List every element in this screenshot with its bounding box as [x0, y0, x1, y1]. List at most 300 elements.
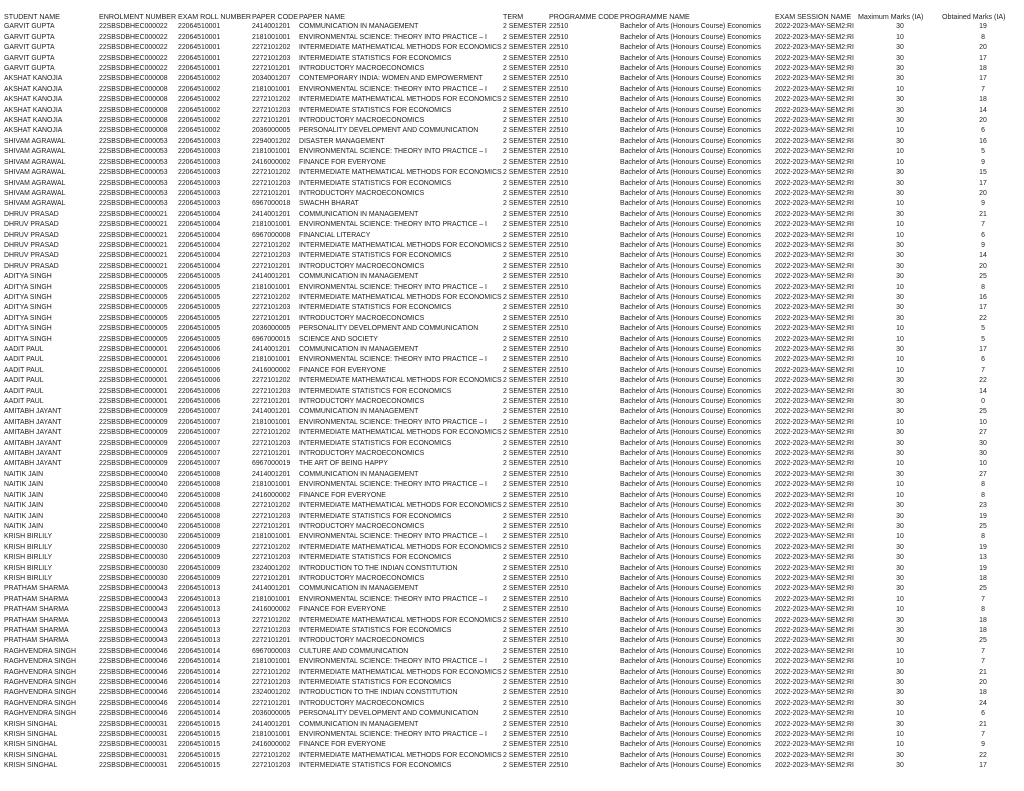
maximum-marks-cell: 30 [896, 429, 904, 437]
term-cell: 2 SEMESTER [503, 117, 547, 125]
obtained-marks-cell: 18 [979, 689, 987, 697]
term-cell: 2 SEMESTER [503, 33, 547, 41]
programme-name-cell: Bachelor of Arts (Honours Course) Economics [620, 106, 761, 114]
term-cell: 2 SEMESTER [503, 543, 547, 551]
exam-roll-number-cell: 22064510005 [178, 314, 221, 322]
student-name-cell: KRISH SINGHAL [4, 731, 58, 739]
obtained-marks-cell: 8 [981, 481, 985, 489]
exam-session-cell: 2022-2023-MAY-SEM2:RI [775, 720, 854, 728]
programme-name-cell: Bachelor of Arts (Honours Course) Economics [620, 554, 761, 562]
paper-name-cell: INTRODUCTORY MACROECONOMICS [299, 574, 425, 582]
enrolment-number-cell: 22SBSDBHEC000009 [99, 450, 168, 458]
exam-session-cell: 2022-2023-MAY-SEM2:RI [775, 522, 854, 530]
paper-code-cell: 2272101203 [252, 679, 291, 686]
paper-name-cell: INTERMEDIATE MATHEMATICAL METHODS FOR ECONOMICS [299, 429, 502, 437]
enrolment-number-cell: 22SBSDBHEC000001 [99, 377, 168, 385]
enrolment-number-cell: 22SBSDBHEC000009 [99, 439, 168, 447]
exam-roll-number-cell: 22064510003 [178, 189, 221, 197]
paper-code-cell: 2036000005 [252, 710, 291, 718]
paper-code-cell: 2414001201 [252, 470, 291, 478]
student-name-cell: ADITYA SINGH [4, 283, 52, 291]
table-row [0, 459, 1024, 469]
maximum-marks-cell: 10 [896, 221, 904, 229]
enrolment-number-cell: 22SBSDBHEC000022 [99, 54, 168, 62]
term-cell: 2 SEMESTER [503, 418, 547, 426]
maximum-marks-cell: 10 [896, 33, 904, 41]
paper-name-cell: COMMUNICATION IN MANAGEMENT [299, 585, 419, 593]
term-cell: 2 SEMESTER [503, 241, 547, 249]
exam-session-cell: 2022-2023-MAY-SEM2:RI [775, 439, 854, 447]
student-name-cell: KRISH BIRLILY [4, 564, 53, 572]
programme-name-cell: Bachelor of Arts (Honours Course) Economics [620, 720, 761, 728]
maximum-marks-cell: 30 [896, 117, 904, 125]
exam-session-cell: 2022-2023-MAY-SEM2:RI [775, 137, 854, 145]
obtained-marks-cell: 8 [981, 33, 985, 41]
programme-code-cell: 22510 [549, 699, 569, 707]
exam-session-cell: 2022-2023-MAY-SEM2:RI [775, 668, 854, 676]
programme-name-cell: Bachelor of Arts (Honours Course) Economics [620, 637, 761, 645]
term-cell: 2 SEMESTER [503, 158, 547, 166]
table-row [0, 688, 1024, 698]
maximum-marks-cell: 10 [896, 710, 904, 718]
maximum-marks-cell: 30 [896, 387, 904, 395]
exam-roll-number-cell: 22064510013 [178, 616, 221, 624]
programme-name-cell: Bachelor of Arts (Honours Course) Economics [620, 439, 761, 447]
student-name-cell: DHRUV PRASAD [4, 262, 59, 270]
obtained-marks-cell: 20 [979, 679, 987, 686]
paper-code-cell: 2272101201 [252, 189, 291, 197]
obtained-marks-cell: 14 [979, 106, 987, 114]
exam-session-cell: 2022-2023-MAY-SEM2:RI [775, 408, 854, 416]
paper-code-cell: 2034001207 [252, 75, 291, 83]
enrolment-number-cell: 22SBSDBHEC000009 [99, 418, 168, 426]
table-row [0, 324, 1024, 334]
exam-roll-number-cell: 22064510015 [178, 762, 221, 770]
student-name-cell: DHRUV PRASAD [4, 241, 59, 249]
exam-roll-number-cell: 22064510007 [178, 429, 221, 437]
maximum-marks-cell: 30 [896, 210, 904, 218]
paper-name-cell: INTERMEDIATE STATISTICS FOR ECONOMICS [299, 54, 452, 62]
col-header-obtained-marks: Obtained Marks (IA) [942, 13, 1006, 21]
table-row [0, 720, 1024, 730]
student-name-cell: AADIT PAUL [4, 346, 44, 353]
table-row [0, 512, 1024, 522]
paper-code-cell: 2181001001 [252, 148, 291, 156]
table-row [0, 179, 1024, 189]
table-row [0, 397, 1024, 407]
programme-code-cell: 22510 [549, 710, 569, 718]
maximum-marks-cell: 30 [896, 75, 904, 83]
student-name-cell: AKSHAT KANOJIA [4, 117, 63, 125]
obtained-marks-cell: 25 [979, 273, 987, 281]
term-cell: 2 SEMESTER [503, 189, 547, 197]
student-name-cell: AADIT PAUL [4, 377, 44, 385]
obtained-marks-cell: 19 [979, 512, 987, 520]
paper-name-cell: INTERMEDIATE MATHEMATICAL METHODS FOR ECONOMICS [299, 96, 502, 104]
maximum-marks-cell: 30 [896, 408, 904, 416]
paper-code-cell: 2416000002 [252, 606, 291, 614]
term-cell: 2 SEMESTER [503, 512, 547, 520]
student-name-cell: DHRUV PRASAD [4, 252, 59, 260]
programme-name-cell: Bachelor of Arts (Honours Course) Economics [620, 450, 761, 458]
table-row [0, 761, 1024, 771]
obtained-marks-cell: 17 [979, 75, 987, 83]
term-cell: 2 SEMESTER [503, 44, 547, 52]
paper-code-cell: 2272101202 [252, 429, 291, 437]
student-name-cell: RAGHVENDRA SINGH [4, 658, 76, 666]
exam-session-cell: 2022-2023-MAY-SEM2:RI [775, 231, 854, 239]
maximum-marks-cell: 30 [896, 241, 904, 249]
table-row [0, 54, 1024, 64]
programme-name-cell: Bachelor of Arts (Honours Course) Economics [620, 293, 761, 301]
programme-name-cell: Bachelor of Arts (Honours Course) Economics [620, 564, 761, 572]
paper-name-cell: ENVIRONMENTAL SCIENCE: THEORY INTO PRACTICE – I [299, 221, 487, 229]
exam-roll-number-cell: 22064510009 [178, 543, 221, 551]
obtained-marks-cell: 18 [979, 616, 987, 624]
exam-roll-number-cell: 22064510003 [178, 179, 221, 187]
maximum-marks-cell: 10 [896, 460, 904, 468]
term-cell: 2 SEMESTER [503, 366, 547, 374]
student-name-cell: GARVIT GUPTA [4, 44, 55, 52]
exam-session-cell: 2022-2023-MAY-SEM2:RI [775, 221, 854, 229]
exam-roll-number-cell: 22064510015 [178, 720, 221, 728]
exam-session-cell: 2022-2023-MAY-SEM2:RI [775, 616, 854, 624]
programme-name-cell: Bachelor of Arts (Honours Course) Economics [620, 314, 761, 322]
term-cell: 2 SEMESTER [503, 179, 547, 187]
student-name-cell: PRATHAM SHARMA [4, 616, 69, 624]
exam-session-cell: 2022-2023-MAY-SEM2:RI [775, 741, 854, 749]
enrolment-number-cell: 22SBSDBHEC000005 [99, 314, 168, 322]
student-name-cell: AMITABH JAYANT [4, 418, 62, 426]
paper-name-cell: INTRODUCTORY MACROECONOMICS [299, 189, 425, 197]
col-header-student-name: STUDENT NAME [4, 13, 60, 21]
programme-name-cell: Bachelor of Arts (Honours Course) Economics [620, 741, 761, 749]
maximum-marks-cell: 10 [896, 335, 904, 343]
table-row [0, 220, 1024, 230]
student-name-cell: GARVIT GUPTA [4, 54, 55, 62]
maximum-marks-cell: 30 [896, 762, 904, 770]
col-header-exam-session-name: EXAM SESSION NAME [775, 13, 852, 21]
term-cell: 2 SEMESTER [503, 273, 547, 281]
programme-name-cell: Bachelor of Arts (Honours Course) Economics [620, 387, 761, 395]
obtained-marks-cell: 24 [979, 699, 987, 707]
exam-session-cell: 2022-2023-MAY-SEM2:RI [775, 751, 854, 759]
term-cell: 2 SEMESTER [503, 710, 547, 718]
exam-session-cell: 2022-2023-MAY-SEM2:RI [775, 33, 854, 41]
paper-name-cell: INTRODUCTORY MACROECONOMICS [299, 522, 425, 530]
maximum-marks-cell: 10 [896, 658, 904, 666]
exam-session-cell: 2022-2023-MAY-SEM2:RI [775, 65, 854, 73]
exam-roll-number-cell: 22064510001 [178, 54, 221, 62]
obtained-marks-cell: 25 [979, 637, 987, 645]
exam-roll-number-cell: 22064510005 [178, 283, 221, 291]
exam-roll-number-cell: 22064510002 [178, 96, 221, 104]
enrolment-number-cell: 22SBSDBHEC000031 [99, 762, 168, 770]
student-name-cell: RAGHVENDRA SINGH [4, 647, 76, 655]
exam-roll-number-cell: 22064510003 [178, 148, 221, 156]
paper-name-cell: INTRODUCTORY MACROECONOMICS [299, 637, 425, 645]
exam-roll-number-cell: 22064510013 [178, 626, 221, 634]
term-cell: 2 SEMESTER [503, 450, 547, 458]
maximum-marks-cell: 10 [896, 158, 904, 166]
enrolment-number-cell: 22SBSDBHEC000022 [99, 33, 168, 41]
programme-name-cell: Bachelor of Arts (Honours Course) Economics [620, 710, 761, 718]
table-row [0, 480, 1024, 490]
programme-name-cell: Bachelor of Arts (Honours Course) Economics [620, 189, 761, 197]
paper-name-cell: INTERMEDIATE MATHEMATICAL METHODS FOR ECONOMICS [299, 751, 502, 759]
enrolment-number-cell: 22SBSDBHEC000001 [99, 346, 168, 353]
exam-session-cell: 2022-2023-MAY-SEM2:RI [775, 554, 854, 562]
exam-roll-number-cell: 22064510001 [178, 44, 221, 52]
exam-session-cell: 2022-2023-MAY-SEM2:RI [775, 200, 854, 208]
maximum-marks-cell: 30 [896, 564, 904, 572]
enrolment-number-cell: 22SBSDBHEC000046 [99, 668, 168, 676]
programme-name-cell: Bachelor of Arts (Honours Course) Economics [620, 23, 761, 31]
paper-code-cell: 2414001201 [252, 210, 291, 218]
exam-roll-number-cell: 22064510004 [178, 210, 221, 218]
paper-code-cell: 2272101202 [252, 543, 291, 551]
enrolment-number-cell: 22SBSDBHEC000031 [99, 751, 168, 759]
exam-roll-number-cell: 22064510005 [178, 304, 221, 312]
programme-name-cell: Bachelor of Arts (Honours Course) Economics [620, 117, 761, 125]
student-name-cell: RAGHVENDRA SINGH [4, 710, 76, 718]
obtained-marks-cell: 8 [981, 606, 985, 614]
table-row [0, 335, 1024, 345]
table-row [0, 428, 1024, 438]
programme-code-cell: 22510 [549, 626, 569, 634]
paper-code-cell: 6967000018 [252, 200, 291, 208]
paper-name-cell: INTERMEDIATE STATISTICS FOR ECONOMICS [299, 304, 452, 312]
enrolment-number-cell: 22SBSDBHEC000053 [99, 169, 168, 177]
programme-code-cell: 22510 [549, 252, 569, 260]
exam-roll-number-cell: 22064510003 [178, 137, 221, 145]
table-row [0, 231, 1024, 241]
term-cell: 2 SEMESTER [503, 574, 547, 582]
term-cell: 2 SEMESTER [503, 564, 547, 572]
student-name-cell: SHIVAM AGRAWAL [4, 137, 66, 145]
student-name-cell: RAGHVENDRA SINGH [4, 668, 76, 676]
paper-code-cell: 2272101202 [252, 616, 291, 624]
obtained-marks-cell: 20 [979, 262, 987, 270]
enrolment-number-cell: 22SBSDBHEC000022 [99, 23, 168, 31]
maximum-marks-cell: 30 [896, 377, 904, 385]
programme-name-cell: Bachelor of Arts (Honours Course) Economics [620, 533, 761, 541]
paper-name-cell: INTERMEDIATE STATISTICS FOR ECONOMICS [299, 439, 452, 447]
student-name-cell: AKSHAT KANOJIA [4, 75, 63, 83]
student-name-cell: RAGHVENDRA SINGH [4, 699, 76, 707]
term-cell: 2 SEMESTER [503, 54, 547, 62]
obtained-marks-cell: 7 [981, 221, 985, 229]
table-row [0, 418, 1024, 428]
exam-roll-number-cell: 22064510006 [178, 377, 221, 385]
paper-name-cell: ENVIRONMENTAL SCIENCE: THEORY INTO PRACTICE – I [299, 283, 487, 291]
paper-name-cell: INTERMEDIATE MATHEMATICAL METHODS FOR ECONOMICS [299, 377, 502, 385]
exam-session-cell: 2022-2023-MAY-SEM2:RI [775, 647, 854, 655]
obtained-marks-cell: 22 [979, 377, 987, 385]
programme-name-cell: Bachelor of Arts (Honours Course) Economics [620, 346, 761, 353]
table-row [0, 584, 1024, 594]
paper-name-cell: ENVIRONMENTAL SCIENCE: THEORY INTO PRACTICE – I [299, 85, 487, 93]
exam-session-cell: 2022-2023-MAY-SEM2:RI [775, 366, 854, 374]
obtained-marks-cell: 22 [979, 751, 987, 759]
exam-session-cell: 2022-2023-MAY-SEM2:RI [775, 210, 854, 218]
paper-name-cell: INTERMEDIATE STATISTICS FOR ECONOMICS [299, 762, 452, 770]
table-row [0, 33, 1024, 43]
table-row [0, 189, 1024, 199]
paper-code-cell: 6967000019 [252, 460, 291, 468]
enrolment-number-cell: 22SBSDBHEC000043 [99, 616, 168, 624]
exam-roll-number-cell: 22064510008 [178, 481, 221, 489]
table-row [0, 501, 1024, 511]
paper-code-cell: 2181001001 [252, 85, 291, 93]
maximum-marks-cell: 30 [896, 262, 904, 270]
paper-code-cell: 2294001202 [252, 137, 291, 145]
exam-roll-number-cell: 22064510004 [178, 262, 221, 270]
paper-name-cell: COMMUNICATION IN MANAGEMENT [299, 273, 419, 281]
col-header-exam-roll-number: EXAM ROLL NUMBER [178, 13, 252, 21]
exam-roll-number-cell: 22064510009 [178, 533, 221, 541]
exam-session-cell: 2022-2023-MAY-SEM2:RI [775, 346, 854, 353]
programme-code-cell: 22510 [549, 346, 569, 353]
paper-name-cell: ENVIRONMENTAL SCIENCE: THEORY INTO PRACTICE – I [299, 418, 487, 426]
student-name-cell: AKSHAT KANOJIA [4, 96, 63, 104]
paper-code-cell: 6967000015 [252, 335, 291, 343]
enrolment-number-cell: 22SBSDBHEC000031 [99, 741, 168, 749]
programme-name-cell: Bachelor of Arts (Honours Course) Economics [620, 658, 761, 666]
paper-name-cell: COMMUNICATION IN MANAGEMENT [299, 408, 419, 416]
exam-session-cell: 2022-2023-MAY-SEM2:RI [775, 574, 854, 582]
maximum-marks-cell: 10 [896, 647, 904, 655]
header-row [0, 12, 1024, 22]
enrolment-number-cell: 22SBSDBHEC000021 [99, 231, 168, 239]
programme-code-cell: 22510 [549, 85, 569, 93]
obtained-marks-cell: 27 [979, 429, 987, 437]
table-row [0, 366, 1024, 376]
programme-code-cell: 22510 [549, 377, 569, 385]
table-row [0, 626, 1024, 636]
paper-name-cell: INTERMEDIATE STATISTICS FOR ECONOMICS [299, 106, 452, 114]
programme-code-cell: 22510 [549, 585, 569, 593]
enrolment-number-cell: 22SBSDBHEC000046 [99, 658, 168, 666]
maximum-marks-cell: 30 [896, 720, 904, 728]
enrolment-number-cell: 22SBSDBHEC000021 [99, 241, 168, 249]
exam-roll-number-cell: 22064510014 [178, 689, 221, 697]
obtained-marks-cell: 6 [981, 356, 985, 364]
exam-roll-number-cell: 22064510009 [178, 564, 221, 572]
table-row [0, 387, 1024, 397]
exam-roll-number-cell: 22064510002 [178, 85, 221, 93]
exam-roll-number-cell: 22064510002 [178, 75, 221, 83]
paper-name-cell: INTRODUCTION TO THE INDIAN CONSTITUTION [299, 689, 458, 697]
obtained-marks-cell: 21 [979, 720, 987, 728]
enrolment-number-cell: 22SBSDBHEC000043 [99, 595, 168, 603]
maximum-marks-cell: 30 [896, 751, 904, 759]
col-header-maximum-marks: Maximum Marks (IA) [858, 13, 924, 21]
term-cell: 2 SEMESTER [503, 252, 547, 260]
obtained-marks-cell: 18 [979, 626, 987, 634]
paper-name-cell: FINANCE FOR EVERYONE [299, 366, 386, 374]
paper-code-cell: 2272101201 [252, 699, 291, 707]
paper-code-cell: 2272101201 [252, 522, 291, 530]
table-row [0, 574, 1024, 584]
student-name-cell: SHIVAM AGRAWAL [4, 158, 66, 166]
student-name-cell: KRISH BIRLILY [4, 533, 53, 541]
enrolment-number-cell: 22SBSDBHEC000021 [99, 262, 168, 270]
paper-name-cell: INTERMEDIATE STATISTICS FOR ECONOMICS [299, 387, 452, 395]
programme-name-cell: Bachelor of Arts (Honours Course) Economics [620, 481, 761, 489]
enrolment-number-cell: 22SBSDBHEC000043 [99, 606, 168, 614]
programme-name-cell: Bachelor of Arts (Honours Course) Economics [620, 169, 761, 177]
maximum-marks-cell: 30 [896, 398, 904, 406]
programme-name-cell: Bachelor of Arts (Honours Course) Economics [620, 626, 761, 634]
paper-code-cell: 2272101203 [252, 179, 291, 187]
exam-session-cell: 2022-2023-MAY-SEM2:RI [775, 533, 854, 541]
term-cell: 2 SEMESTER [503, 231, 547, 239]
term-cell: 2 SEMESTER [503, 335, 547, 343]
programme-code-cell: 22510 [549, 429, 569, 437]
obtained-marks-cell: 16 [979, 137, 987, 145]
paper-name-cell: INTERMEDIATE MATHEMATICAL METHODS FOR ECONOMICS [299, 241, 502, 249]
term-cell: 2 SEMESTER [503, 137, 547, 145]
obtained-marks-cell: 17 [979, 54, 987, 62]
programme-code-cell: 22510 [549, 189, 569, 197]
obtained-marks-cell: 6 [981, 127, 985, 135]
term-cell: 2 SEMESTER [503, 283, 547, 291]
table-row [0, 85, 1024, 95]
exam-roll-number-cell: 22064510008 [178, 512, 221, 520]
student-name-cell: ADITYA SINGH [4, 304, 52, 312]
student-name-cell: ADITYA SINGH [4, 335, 52, 343]
term-cell: 2 SEMESTER [503, 658, 547, 666]
obtained-marks-cell: 7 [981, 595, 985, 603]
exam-session-cell: 2022-2023-MAY-SEM2:RI [775, 335, 854, 343]
programme-code-cell: 22510 [549, 533, 569, 541]
student-name-cell: KRISH SINGHAL [4, 720, 58, 728]
paper-code-cell: 2272101202 [252, 293, 291, 301]
paper-name-cell: COMMUNICATION IN MANAGEMENT [299, 470, 419, 478]
programme-code-cell: 22510 [549, 460, 569, 468]
programme-code-cell: 22510 [549, 179, 569, 187]
paper-name-cell: INTRODUCTORY MACROECONOMICS [299, 699, 425, 707]
term-cell: 2 SEMESTER [503, 741, 547, 749]
obtained-marks-cell: 8 [981, 533, 985, 541]
paper-name-cell: FINANCE FOR EVERYONE [299, 158, 386, 166]
exam-session-cell: 2022-2023-MAY-SEM2:RI [775, 595, 854, 603]
paper-name-cell: ENVIRONMENTAL SCIENCE: THEORY INTO PRACTICE – I [299, 731, 487, 739]
enrolment-number-cell: 22SBSDBHEC000030 [99, 564, 168, 572]
paper-code-cell: 2181001001 [252, 356, 291, 364]
student-name-cell: DHRUV PRASAD [4, 221, 59, 229]
table-row [0, 64, 1024, 74]
maximum-marks-cell: 30 [896, 679, 904, 686]
maximum-marks-cell: 30 [896, 626, 904, 634]
obtained-marks-cell: 7 [981, 366, 985, 374]
enrolment-number-cell: 22SBSDBHEC000009 [99, 429, 168, 437]
student-name-cell: AMITABH JAYANT [4, 450, 62, 458]
enrolment-number-cell: 22SBSDBHEC000040 [99, 522, 168, 530]
exam-session-cell: 2022-2023-MAY-SEM2:RI [775, 637, 854, 645]
exam-roll-number-cell: 22064510003 [178, 200, 221, 208]
table-row [0, 636, 1024, 646]
obtained-marks-cell: 20 [979, 189, 987, 197]
enrolment-number-cell: 22SBSDBHEC000005 [99, 283, 168, 291]
programme-code-cell: 22510 [549, 647, 569, 655]
programme-name-cell: Bachelor of Arts (Honours Course) Economics [620, 200, 761, 208]
enrolment-number-cell: 22SBSDBHEC000046 [99, 699, 168, 707]
exam-session-cell: 2022-2023-MAY-SEM2:RI [775, 679, 854, 686]
student-name-cell: RAGHVENDRA SINGH [4, 679, 76, 686]
programme-code-cell: 22510 [549, 491, 569, 499]
